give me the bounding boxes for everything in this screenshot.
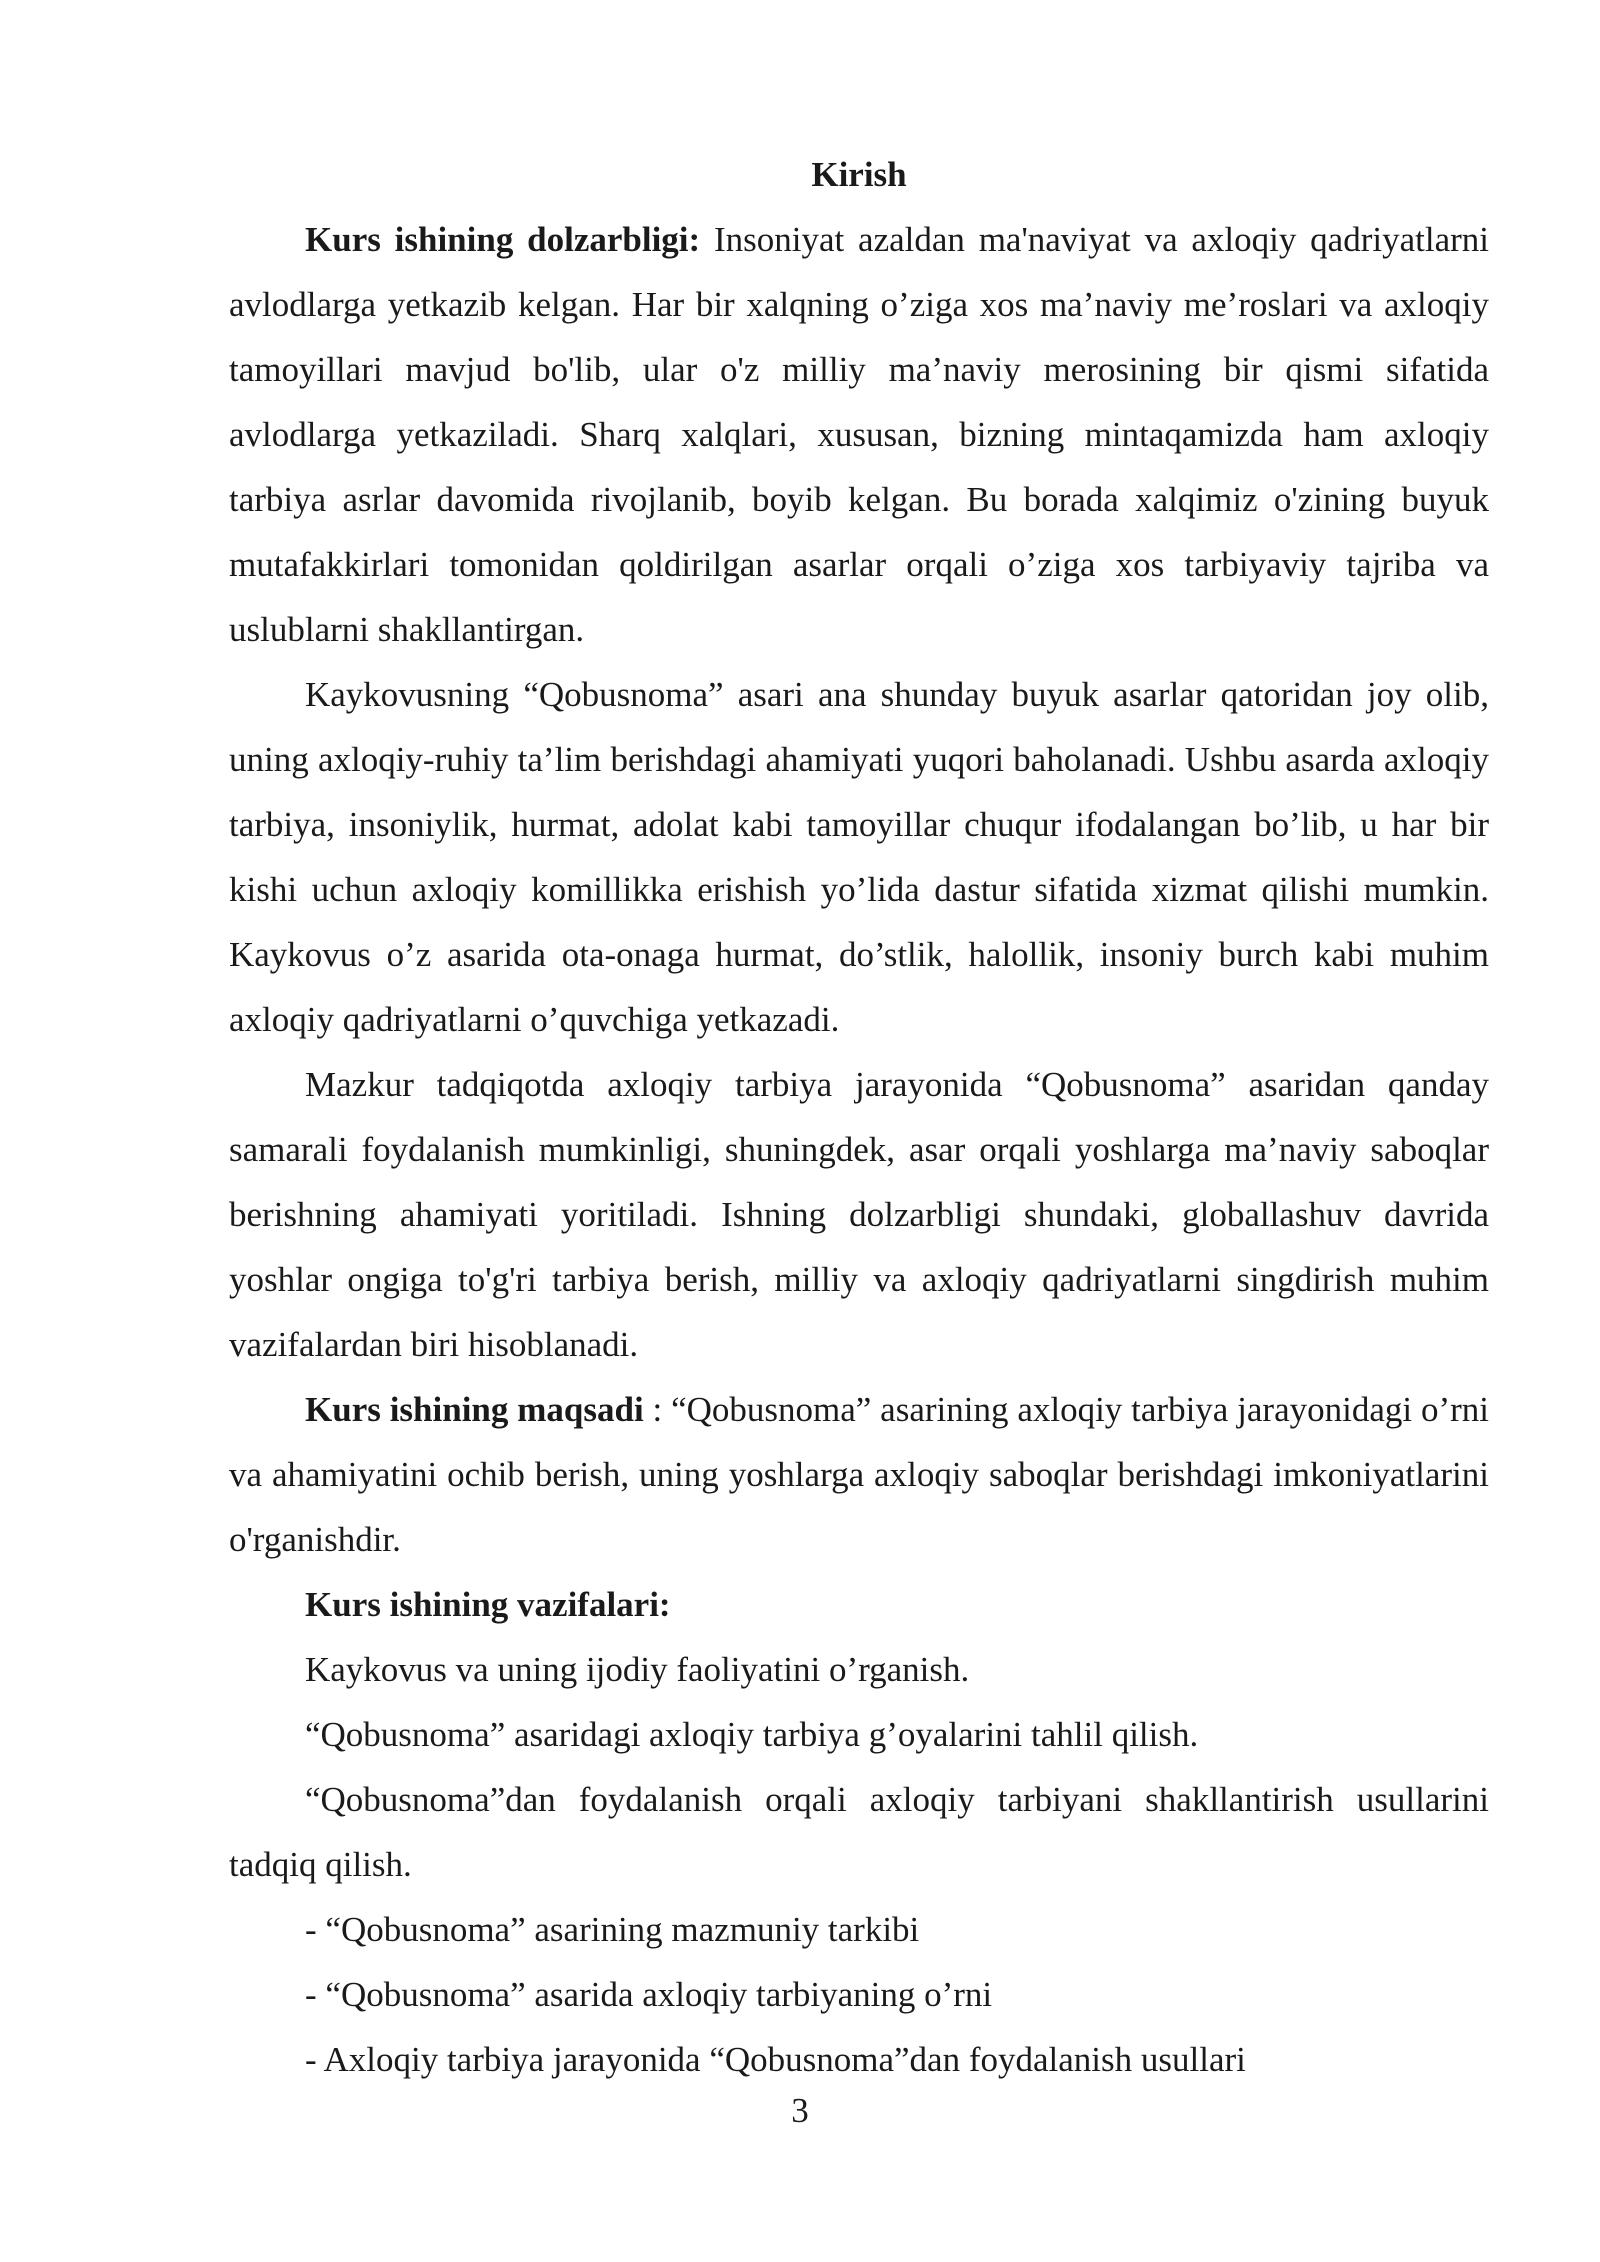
relevance-paragraph (229, 207, 1489, 662)
goal-paragraph (229, 1377, 1489, 1572)
relevance-text: Insoniyat azaldan ma'naviyat va axloqiy qadriyatlarni avlodlarga yetkazib kelgan. Har bir xalqning o’ziga xos ma’naviy me’roslari va axloqiy tamoyillari mavjud bo'lib, ular o'z milliy ma’naviy merosining bir qismi sifatida avlodlarga yetkaziladi. Sharq xalqlari, xususan, bizning mintaqamizda ham axloqiy tarbiya asrlar davomida rivojlanib, boyib kelgan. Bu borada xalqimiz o'zining buyuk mutafakkirlari tomonidan qoldirilgan asarlar orqali o’ziga xos tarbiyaviy tajriba va uslublarni shakllantirgan. (229, 220, 1489, 649)
tasks-heading (229, 1572, 1489, 1637)
page-content (229, 142, 1489, 2092)
relevance-label: Kurs ishining dolzarbligi: (305, 220, 701, 259)
task-item: “Qobusnoma” asaridagi axloqiy tarbiya g’oyalarini tahlil qilish. (305, 1715, 1199, 1754)
section-title: Kirish (811, 155, 907, 194)
goal-label: Kurs ishining maqsadi (305, 1390, 644, 1429)
task-item: Kaykovus va uning ijodiy faoliyatini o’rganish. (305, 1650, 970, 1689)
research-paragraph: Mazkur tadqiqotda axloqiy tarbiya jarayonida “Qobusnoma” asaridan qanday samarali foydalanish mumkinligi, shuningdek, asar orqali yoshlarga ma’naviy saboqlar berishning ahamiyati yoritiladi. Ishning dolzarbligi shundaki, globallashuv davrida yoshlar ongiga to'g'ri tarbiya berish, milliy va axloqiy qadriyatlarni singdirish muhim vazifalardan biri hisoblanadi. (229, 1065, 1489, 1364)
plan-item: - “Qobusnoma” asarining mazmuniy tarkibi (305, 1910, 920, 1949)
plan-item: - “Qobusnoma” asarida axloqiy tarbiyaning o’rni (305, 1975, 993, 2014)
task-item: “Qobusnoma”dan foydalanish orqali axloqiy tarbiyani shakllantirish usullarini tadqiq qilish. (229, 1780, 1489, 1884)
page-number: 3 (791, 2091, 809, 2130)
goal-text: : “Qobusnoma” asarining axloqiy tarbiya jarayonidagi o’rni va ahamiyatini ochib berish, uning yoshlarga axloqiy saboqlar berishdagi imkoniyatlarini o'rganishdir. (229, 1390, 1489, 1559)
plan-item: - Axloqiy tarbiya jarayonida “Qobusnoma”dan foydalanish usullari (305, 2040, 1246, 2079)
tasks-label: Kurs ishining vazifalari: (305, 1585, 671, 1624)
qobusnoma-paragraph: Kaykovusning “Qobusnoma” asari ana shunday buyuk asarlar qatoridan joy olib, uning axloqiy-ruhiy ta’lim berishdagi ahamiyati yuqori baholanadi. Ushbu asarda axloqiy tarbiya, insoniylik, hurmat, adolat kabi tamoyillar chuqur ifodalangan bo’lib, u har bir kishi uchun axloqiy komillikka erishish yo’lida dastur sifatida xizmat qilishi mumkin. Kaykovus o’z asarida ota-onaga hurmat, do’stlik, halollik, insoniy burch kabi muhim axloqiy qadriyatlarni o’quvchiga yetkazadi. (229, 675, 1489, 1039)
